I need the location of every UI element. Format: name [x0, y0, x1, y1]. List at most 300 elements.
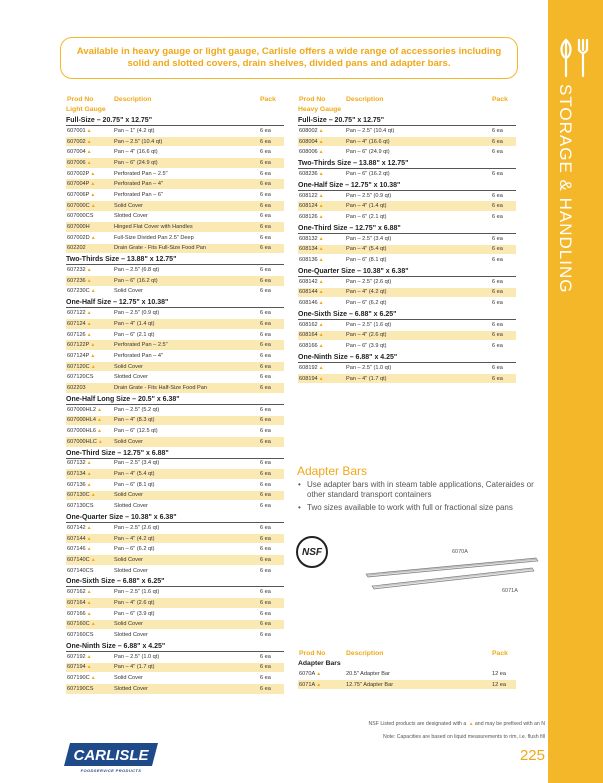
prod-no-cell	[66, 385, 114, 391]
pack-cell: 6 ea	[260, 556, 271, 563]
prod-no-cell	[66, 353, 114, 359]
description-cell: Pan – 4" (5.4 qt)	[114, 471, 155, 478]
prod-no-cell	[66, 139, 114, 145]
nsf-triangle-icon: ▲	[86, 664, 92, 671]
description-cell: Pan – 4" (16.6 qt)	[114, 149, 158, 156]
table-row	[66, 383, 284, 394]
heavy-gauge-table	[298, 94, 516, 384]
prod-no: 6070A	[299, 670, 316, 677]
pack-cell: 6 ea	[260, 503, 271, 510]
prod-no: 607002D	[67, 234, 90, 241]
prod-no: 608146	[299, 300, 318, 307]
prod-no: 607190C	[67, 675, 90, 682]
nsf-triangle-icon: ▲	[318, 138, 324, 145]
prod-no-cell	[298, 343, 346, 349]
table-row	[66, 534, 284, 545]
prod-no: 608134	[299, 246, 318, 253]
prod-no: 608144	[299, 289, 318, 296]
pack-cell: 6 ea	[492, 375, 503, 382]
description-cell: Slotted Cover	[114, 503, 148, 510]
pack-cell: 6 ea	[260, 170, 271, 177]
description-cell: Pan – 4" (1.7 qt)	[346, 375, 387, 382]
table-row	[66, 233, 284, 244]
table-row	[66, 158, 284, 169]
pack-cell: 6 ea	[492, 127, 503, 134]
prod-no: 607002P	[67, 170, 90, 177]
prod-no: 607006	[67, 159, 86, 166]
nsf-triangle-icon: ▲	[96, 417, 102, 424]
size-heading: One-Ninth Size – 6.88" x 4.25"	[66, 641, 284, 652]
pack-cell: 6 ea	[260, 417, 271, 424]
nsf-triangle-icon: ▲	[86, 471, 92, 478]
prod-no-cell	[66, 654, 114, 660]
description-cell: Pan – 2.5" (3.4 qt)	[346, 235, 392, 242]
pack-cell: 6 ea	[260, 438, 271, 445]
description-cell: 20.5" Adapter Bar	[346, 670, 390, 677]
nsf-triangle-icon: ▲	[318, 300, 324, 307]
prod-no-cell	[66, 213, 114, 219]
pack-cell: 6 ea	[260, 492, 271, 499]
description-cell: Pan – 2.5" (10.4 qt)	[346, 127, 395, 134]
table-row	[66, 416, 284, 427]
prod-no: 607120C	[67, 363, 90, 370]
table-row	[66, 426, 284, 437]
nsf-triangle-icon: ▲	[318, 246, 324, 253]
prod-no: 608122	[299, 192, 318, 199]
pack-cell: 6 ea	[492, 321, 503, 328]
description-cell: Drain Grate - Fits Half-Size Food Pan	[114, 384, 207, 391]
table-row	[298, 234, 516, 245]
pack-cell: 6 ea	[492, 203, 503, 210]
description-cell: Solid Cover	[114, 288, 143, 295]
description-cell: Perforated Pan – 4"	[114, 181, 163, 188]
prod-no: 607002	[67, 138, 86, 145]
description-cell: Perforated Pan – 2.5"	[114, 170, 168, 177]
prod-no: 607004P	[67, 181, 90, 188]
table-row	[298, 363, 516, 374]
table-row	[298, 245, 516, 256]
prod-no: 607232	[67, 267, 86, 274]
nsf-triangle-icon: ▲	[86, 460, 92, 467]
nsf-triangle-icon: ▲	[318, 235, 324, 242]
prod-no: 607006P	[67, 191, 90, 198]
prod-no: 607140CS	[67, 567, 94, 574]
prod-no-cell	[298, 149, 346, 155]
prod-no-cell	[66, 128, 114, 134]
description-cell: Perforated Pan – 4"	[114, 352, 163, 359]
description-header: Description	[346, 649, 384, 657]
table-row	[66, 523, 284, 534]
table-row	[66, 212, 284, 223]
prod-no: 607000HL6	[67, 428, 96, 435]
size-heading: One-Sixth Size – 6.88" x 6.25"	[298, 309, 516, 320]
pack-cell: 6 ea	[260, 428, 271, 435]
nsf-triangle-icon: ▲	[318, 257, 324, 264]
prod-no-cell	[66, 525, 114, 531]
pack-cell: 6 ea	[260, 589, 271, 596]
table-row	[66, 405, 284, 416]
nsf-triangle-icon: ▲	[86, 524, 92, 531]
size-heading: One-Ninth Size – 6.88" x 4.25"	[298, 352, 516, 363]
pack-cell: 6 ea	[260, 632, 271, 639]
prod-no-cell	[66, 557, 114, 563]
prod-no-cell	[298, 682, 346, 688]
prod-no-cell	[66, 332, 114, 338]
prod-no: 607000H	[67, 224, 90, 231]
pack-cell: 6 ea	[492, 246, 503, 253]
table-row	[66, 437, 284, 448]
nsf-triangle-icon: ▲	[316, 681, 322, 688]
prod-no: 607132	[67, 460, 86, 467]
description-cell: Pan – 2.5" (0.9 qt)	[346, 192, 392, 199]
description-cell: Hinged Flat Cover with Handles	[114, 224, 193, 231]
table-row	[66, 340, 284, 351]
pack-cell: 6 ea	[260, 213, 271, 220]
nsf-triangle-icon: ▲	[90, 352, 96, 359]
table-row	[66, 137, 284, 148]
column-headers	[298, 648, 516, 658]
nsf-triangle-icon: ▲	[86, 310, 92, 317]
description-cell: Pan – 6" (2.1 qt)	[346, 213, 387, 220]
prod-no-cell	[298, 128, 346, 134]
nsf-triangle-icon: ▲	[318, 343, 324, 350]
prod-no-cell	[66, 503, 114, 509]
nsf-triangle-icon: ▲	[318, 213, 324, 220]
prod-no: 608192	[299, 364, 318, 371]
prod-no: 607190CS	[67, 685, 94, 692]
pack-cell: 6 ea	[260, 277, 271, 284]
nsf-triangle-icon: ▲	[318, 127, 324, 134]
description-cell: 12.75" Adapter Bar	[346, 681, 394, 688]
prod-no-cell	[66, 192, 114, 198]
nsf-triangle-icon: ▲	[468, 722, 474, 727]
table-row	[66, 308, 284, 319]
nsf-triangle-icon: ▲	[86, 546, 92, 553]
prod-no: 607230C	[67, 288, 90, 295]
nsf-triangle-icon: ▲	[90, 675, 96, 682]
whisk-fork-icon	[553, 36, 597, 78]
prod-no: 607134	[67, 471, 86, 478]
table-row	[298, 255, 516, 266]
description-cell: Pan – 4" (1.4 qt)	[346, 203, 387, 210]
description-cell: Perforated Pan – 6"	[114, 191, 163, 198]
pack-cell: 6 ea	[492, 278, 503, 285]
description-cell: Solid Cover	[114, 621, 143, 628]
prod-no: 607000HL4	[67, 417, 96, 424]
column-headers	[66, 94, 284, 104]
page-number: 225	[519, 747, 545, 764]
table-row	[66, 147, 284, 158]
description-cell: Solid Cover	[114, 492, 143, 499]
table-row	[298, 331, 516, 342]
nsf-triangle-icon: ▲	[90, 492, 96, 499]
pack-cell: 6 ea	[492, 213, 503, 220]
table-row	[66, 469, 284, 480]
prod-no: 607130CS	[67, 503, 94, 510]
table-row	[66, 480, 284, 491]
pack-cell: 6 ea	[260, 664, 271, 671]
description-cell: Pan – 2.5" (1.0 qt)	[346, 364, 392, 371]
prod-no-cell	[66, 675, 114, 681]
pack-cell: 6 ea	[492, 170, 503, 177]
description-cell: Pan – 6" (3.9 qt)	[346, 343, 387, 350]
description-cell: Pan – 6" (3.9 qt)	[114, 610, 155, 617]
prod-no-cell	[66, 267, 114, 273]
prod-no-cell	[66, 321, 114, 327]
prod-no-cell	[66, 546, 114, 552]
description-cell: Pan – 4" (4.2 qt)	[346, 289, 387, 296]
description-cell: Solid Cover	[114, 556, 143, 563]
prod-no-cell	[298, 257, 346, 263]
nsf-triangle-icon: ▲	[90, 363, 96, 370]
nsf-triangle-icon: ▲	[318, 289, 324, 296]
nsf-triangle-icon: ▲	[86, 653, 92, 660]
prod-no: 607122	[67, 310, 86, 317]
table-row	[66, 276, 284, 287]
prod-no: 607192	[67, 653, 86, 660]
prod-no: 608006	[299, 149, 318, 156]
prod-no: 607162	[67, 589, 86, 596]
table-row	[298, 288, 516, 299]
nsf-triangle-icon: ▲	[86, 599, 92, 606]
prod-no: 607126	[67, 331, 86, 338]
nsf-triangle-icon: ▲	[90, 170, 96, 177]
nsf-triangle-icon: ▲	[90, 181, 96, 188]
description-cell: Pan – 2.5" (6.8 qt)	[114, 267, 160, 274]
prod-no: 608124	[299, 203, 318, 210]
description-cell: Pan – 2.5" (0.9 qt)	[114, 310, 160, 317]
description-cell: Pan – 6" (6.2 qt)	[114, 546, 155, 553]
prod-no-cell	[66, 536, 114, 542]
prod-no-header: Prod No	[299, 649, 326, 657]
intro-text: Available in heavy gauge or light gauge, Carlisle offers a wide range of accessories including solid and slotted covers, drain shelves, divided pans and adapter bars.	[76, 46, 502, 69]
prod-no: 607146	[67, 546, 86, 553]
pack-cell: 6 ea	[260, 406, 271, 413]
prod-no: 608002	[299, 127, 318, 134]
table-row	[66, 222, 284, 233]
prod-no: 607000CS	[67, 213, 94, 220]
prod-no-cell	[66, 439, 114, 445]
size-heading: Full-Size – 20.75" x 12.75"	[298, 115, 516, 126]
feature-item: • Two sizes available to work with full or fractional size pans	[298, 503, 543, 513]
prod-no-cell	[66, 224, 114, 230]
pack-header: Pack	[492, 95, 508, 103]
nsf-triangle-icon: ▲	[318, 149, 324, 156]
prod-no: 607160CS	[67, 632, 94, 639]
description-cell: Slotted Cover	[114, 685, 148, 692]
pack-cell: 6 ea	[260, 471, 271, 478]
pack-cell: 6 ea	[260, 363, 271, 370]
pack-cell: 6 ea	[492, 257, 503, 264]
description-cell: Solid Cover	[114, 363, 143, 370]
nsf-triangle-icon: ▲	[86, 149, 92, 156]
prod-no: 607140C	[67, 556, 90, 563]
nsf-triangle-icon: ▲	[90, 234, 96, 241]
pack-cell: 6 ea	[492, 289, 503, 296]
prod-no-cell	[66, 611, 114, 617]
nsf-note: NSF Listed products are designated with a ▲ and may be prefixed with an N	[368, 721, 545, 727]
description-cell: Pan – 2.5" (1.6 qt)	[114, 589, 160, 596]
table-row	[66, 351, 284, 362]
table-row	[66, 372, 284, 383]
table-row	[298, 191, 516, 202]
pack-cell: 6 ea	[260, 384, 271, 391]
table-row	[66, 265, 284, 276]
table-row	[66, 544, 284, 555]
prod-no-cell	[66, 568, 114, 574]
nsf-triangle-icon: ▲	[90, 621, 96, 628]
prod-no-cell	[66, 278, 114, 284]
table-row	[298, 374, 516, 385]
nsf-triangle-icon: ▲	[86, 267, 92, 274]
description-cell: Pan – 2.5" (3.4 qt)	[114, 460, 160, 467]
prod-no: 607124	[67, 320, 86, 327]
nsf-triangle-icon: ▲	[318, 203, 324, 210]
prod-no-cell	[66, 664, 114, 670]
description-header: Description	[346, 95, 384, 103]
description-cell: Pan – 2.5" (2.6 qt)	[346, 278, 392, 285]
description-cell: Pan – 6" (8.1 qt)	[114, 481, 155, 488]
prod-no-cell	[298, 322, 346, 328]
table-row	[298, 341, 516, 352]
pack-header: Pack	[260, 95, 276, 103]
nsf-triangle-icon: ▲	[318, 170, 324, 177]
size-heading: One-Half Size – 12.75" x 10.38"	[66, 297, 284, 308]
prod-no-cell	[298, 300, 346, 306]
description-cell: Slotted Cover	[114, 632, 148, 639]
logo-subtitle: FOODSERVICE PRODUCTS	[80, 768, 142, 773]
description-cell: Solid Cover	[114, 438, 143, 445]
table-row	[66, 684, 284, 695]
table-row	[66, 362, 284, 373]
pack-cell: 6 ea	[260, 599, 271, 606]
size-heading: Two-Thirds Size – 13.88" x 12.75"	[298, 158, 516, 169]
description-cell: Full-Size Divided Pan 2.5" Deep	[114, 234, 194, 241]
carlisle-logo	[64, 743, 158, 766]
prod-no-cell	[298, 246, 346, 252]
prod-no-cell	[298, 193, 346, 199]
pack-cell: 6 ea	[260, 481, 271, 488]
category-label: Adapter Bars	[298, 660, 341, 667]
table-row	[66, 126, 284, 137]
description-cell: Pan – 6" (12.5 qt)	[114, 428, 158, 435]
table-row	[298, 201, 516, 212]
description-cell: Pan – 2.5" (2.6 qt)	[114, 524, 160, 531]
prod-no: 608132	[299, 235, 318, 242]
table-row	[298, 669, 516, 680]
prod-no: 607130C	[67, 492, 90, 499]
description-cell: Slotted Cover	[114, 213, 148, 220]
prod-no: 608126	[299, 213, 318, 220]
pack-cell: 6 ea	[260, 181, 271, 188]
nsf-triangle-icon: ▲	[86, 331, 92, 338]
pack-cell: 6 ea	[492, 138, 503, 145]
prod-no: 607004	[67, 149, 86, 156]
prod-no-cell	[66, 621, 114, 627]
nsf-triangle-icon: ▲	[86, 589, 92, 596]
description-cell: Pan – 4" (4.2 qt)	[114, 535, 155, 542]
table-row	[66, 555, 284, 566]
prod-no: 607120CS	[67, 374, 94, 381]
prod-no-cell	[66, 492, 114, 498]
pack-cell: 6 ea	[492, 364, 503, 371]
prod-no-cell	[298, 376, 346, 382]
description-cell: Perforated Pan – 2.5"	[114, 342, 168, 349]
nsf-triangle-icon: ▲	[86, 277, 92, 284]
nsf-triangle-icon: ▲	[97, 438, 103, 445]
pack-cell: 6 ea	[260, 320, 271, 327]
pack-cell: 6 ea	[260, 342, 271, 349]
table-row	[66, 287, 284, 298]
table-row	[298, 147, 516, 158]
table-row	[298, 277, 516, 288]
size-heading: One-Quarter Size – 10.38" x 6.38"	[66, 512, 284, 523]
prod-no: 607144	[67, 535, 86, 542]
prod-no-cell	[298, 171, 346, 177]
table-row	[66, 566, 284, 577]
table-row	[298, 298, 516, 309]
nsf-triangle-icon: ▲	[318, 364, 324, 371]
adapter-bars-table	[298, 648, 516, 690]
nsf-triangle-icon: ▲	[316, 670, 322, 677]
table-row	[66, 620, 284, 631]
prod-no-cell	[66, 342, 114, 348]
prod-no-cell	[66, 160, 114, 166]
feature-item: • Use adapter bars with in steam table applications, Cateraides or other standard transport containers	[298, 480, 543, 500]
pack-cell: 6 ea	[260, 267, 271, 274]
table-row	[66, 673, 284, 684]
prod-no-cell	[66, 288, 114, 294]
nsf-triangle-icon: ▲	[86, 127, 92, 134]
prod-no: 608236	[299, 170, 318, 177]
description-cell: Pan – 4" (2.6 qt)	[114, 599, 155, 606]
prod-no-cell	[66, 460, 114, 466]
size-heading: One-Half Long Size – 20.5" x 6.38"	[66, 394, 284, 405]
prod-no: 607236	[67, 277, 86, 284]
table-row	[66, 609, 284, 620]
svg-text:CARLISLE: CARLISLE	[73, 747, 149, 764]
prod-no-cell	[66, 203, 114, 209]
prod-no-cell	[66, 374, 114, 380]
nsf-triangle-icon: ▲	[86, 138, 92, 145]
description-cell: Pan – 4" (2.6 qt)	[346, 332, 387, 339]
intro-banner	[60, 37, 518, 79]
table-row	[66, 630, 284, 641]
pack-cell: 6 ea	[492, 332, 503, 339]
nsf-triangle-icon: ▲	[86, 159, 92, 166]
description-cell: Pan – 1" (4.2 qt)	[114, 127, 155, 134]
prod-no: 607001	[67, 127, 86, 134]
prod-no-cell	[66, 149, 114, 155]
description-cell: Pan – 6" (24.9 qt)	[346, 149, 390, 156]
category-label: Light Gauge	[66, 106, 106, 113]
nsf-logo: NSF	[296, 536, 328, 568]
pack-cell: 6 ea	[492, 192, 503, 199]
prod-no-cell	[298, 236, 346, 242]
prod-no-cell	[298, 332, 346, 338]
pack-cell: 6 ea	[260, 675, 271, 682]
prod-no-header: Prod No	[67, 95, 94, 103]
size-heading: One-Quarter Size – 10.38" x 6.38"	[298, 266, 516, 277]
table-row	[66, 330, 284, 341]
pack-cell: 12 ea	[492, 670, 506, 677]
pack-cell: 6 ea	[492, 343, 503, 350]
description-cell: Slotted Cover	[114, 567, 148, 574]
description-cell: Pan – 2.5" (5.2 qt)	[114, 406, 160, 413]
nsf-triangle-icon: ▲	[90, 191, 96, 198]
nsf-triangle-icon: ▲	[90, 342, 96, 349]
size-heading: One-Third Size – 12.75" x 6.88"	[66, 448, 284, 459]
